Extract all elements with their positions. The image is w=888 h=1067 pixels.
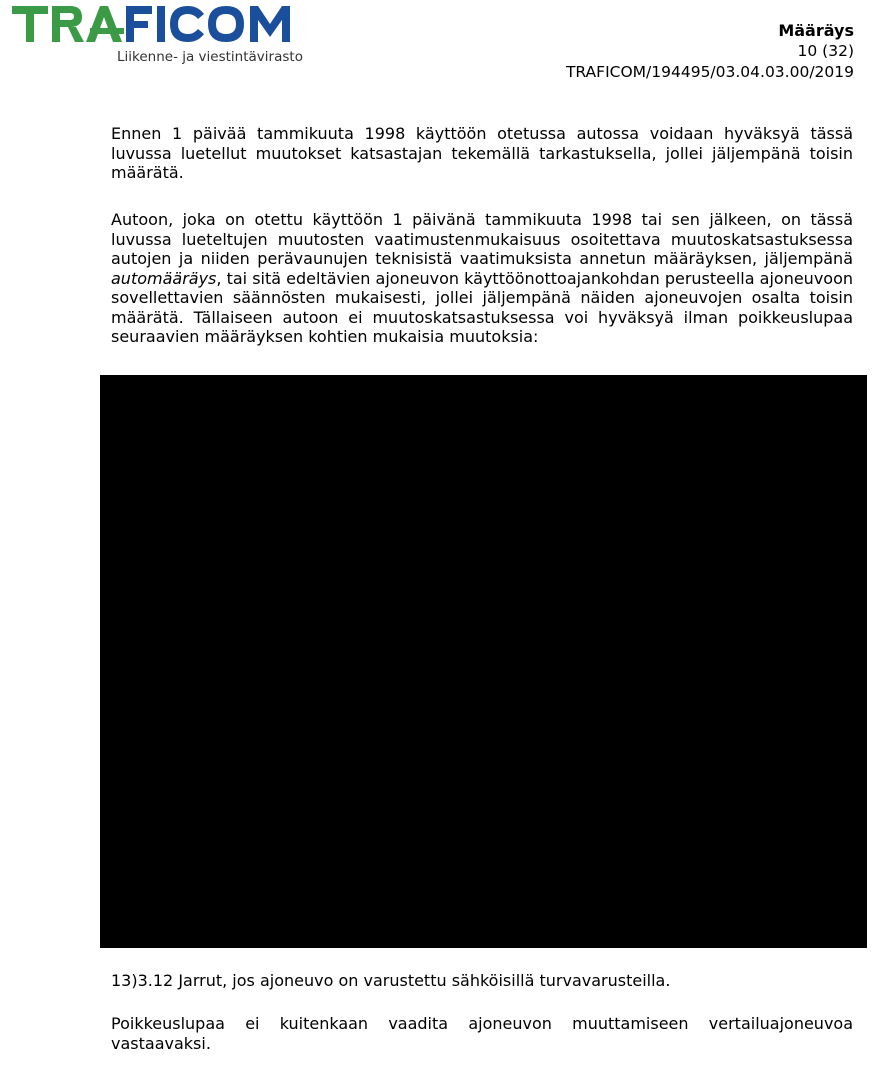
paragraph-2-part-b: , tai sitä edeltävien ajoneuvon käyttöönottoajankohdan perusteella ajoneuvoon sovellettavien säännösten mukaisesti, jollei jäljempänä näiden ajoneuvojen osalta toisin määrätä. Tällaiseen autoon ei muutoskatsastuksessa voi hyväksyä ilman poikkeuslupaa seuraavien määräyksen kohtien mukaisia muutoksia:: [111, 268, 853, 346]
logo-subtitle: Liikenne- ja viestintävirasto: [117, 49, 303, 65]
traficom-logo-mark: [12, 0, 312, 48]
document-type: Määräys: [778, 21, 854, 40]
list-item-text: 3.12 Jarrut, jos ajoneuvo on varustettu sähköisillä turvavarusteilla.: [137, 971, 671, 990]
redacted-block: [100, 375, 867, 948]
list-item-number: 13): [111, 971, 138, 990]
page-number: 10 (32): [797, 42, 854, 60]
traficom-logo: [12, 0, 312, 72]
paragraph-2-part-a: Autoon, joka on otettu käyttöön 1 päivänä tammikuuta 1998 tai sen jälkeen, on tässä luvussa lueteltujen muutosten vaatimustenmukaisuus osoitettava muutoskatsastuksessa autojen ja niiden perävaunujen teknisistä vaatimuksista annetun määräyksen, jäljempänä: [111, 210, 853, 268]
paragraph-2: [111, 210, 853, 347]
paragraph-2-emphasis: automääräys: [111, 268, 217, 288]
paragraph-1: Ennen 1 päivää tammikuuta 1998 käyttöön otetussa autossa voidaan hyväksyä tässä luvussa luetellut muutokset katsastajan tekemällä tarkastuksella, jollei jäljempänä toisin määrätä.: [111, 124, 853, 182]
paragraph-3: Poikkeuslupaa ei kuitenkaan vaadita ajoneuvon muuttamiseen vertailuajoneuvoa vastaavaksi.: [111, 1014, 853, 1053]
list-item-13: [111, 971, 670, 991]
document-reference: TRAFICOM/194495/03.04.03.00/2019: [565, 63, 854, 81]
document-header: [566, 20, 854, 83]
